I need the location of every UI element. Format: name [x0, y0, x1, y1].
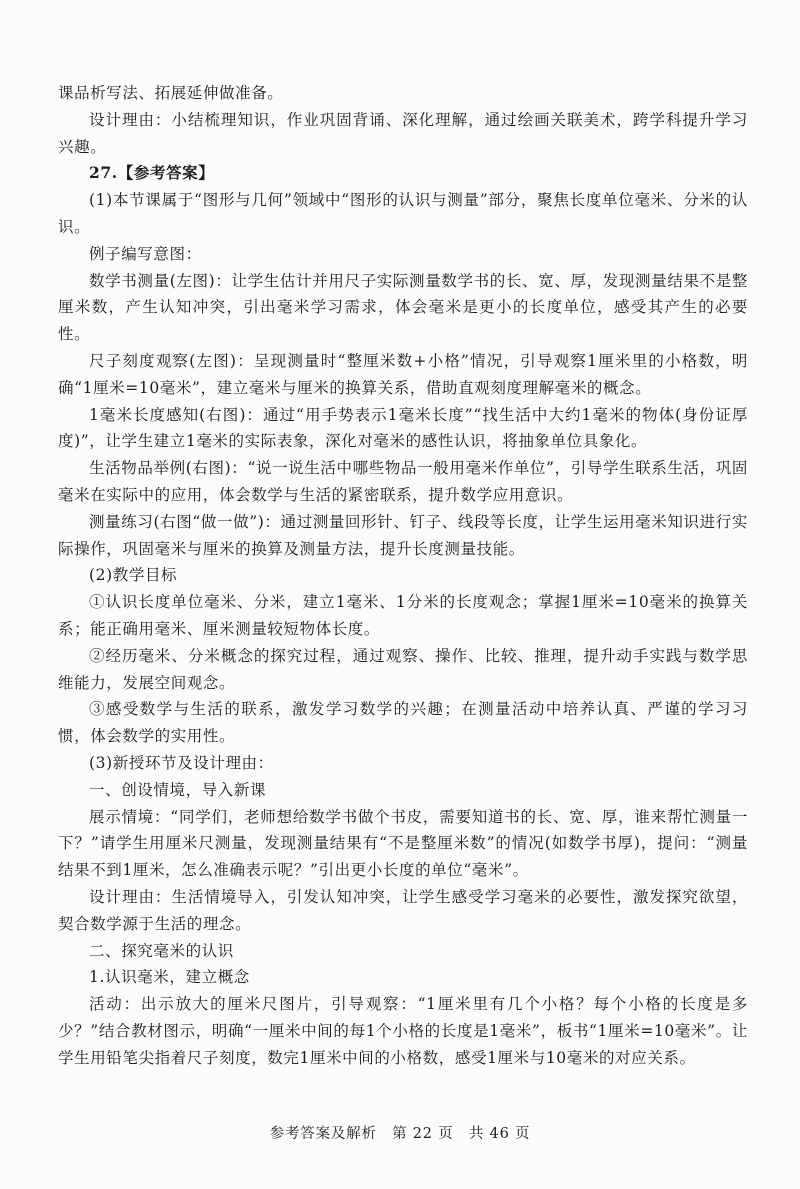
paragraph: 1.认识毫米，建立概念 [89, 968, 250, 987]
paragraph: (2)教学目标 [89, 566, 178, 585]
paragraph: (1)本节课属于“图形与几何”领域中“图形的认识与测量”部分，聚焦长度单位毫米、分米的认识。 [58, 191, 748, 236]
paragraph: 生活物品举例(右图)：“说一说生活中哪些物品一般用毫米作单位”，引导学生联系生活，巩固毫米在实际中的应用，体会数学与生活的紧密联系，提升数学应用意识。 [58, 459, 748, 504]
paragraph: 活动：出示放大的厘米尺图片，引导观察：“1厘米里有几个小格？每个小格的长度是多少？”结合教材图示，明确“一厘米中间的每1个小格的长度是1毫米”，板书“1厘米=10毫米”。让学生用铅笔尖指着尺子刻度，数完1厘米中间的小格数，感受1厘米与10毫米的对应关系。 [58, 995, 748, 1067]
paragraph: ②经历毫米、分米概念的探究过程，通过观察、操作、比较、推理，提升动手实践与数学思维能力，发展空间观念。 [58, 646, 748, 692]
document-body [58, 80, 748, 1071]
paragraph: 展示情境：“同学们，老师想给数学书做个书皮，需要知道书的长、宽、厚，谁来帮忙测量一下？”请学生用厘米尺测量，发现测量结果有“不是整厘米数”的情况(如数学书厚)，提问：“测量结果不到1厘米，怎么准确表示呢？”引出更小长度的单位“毫米”。 [58, 807, 748, 880]
paragraph: 二、探究毫米的认识 [89, 941, 234, 960]
paragraph: 尺子刻度观察(左图)：呈现测量时“整厘米数+小格”情况，引导观察1厘米里的小格数，明确“1厘米=10毫米”，建立毫米与厘米的换算关系，借助直观刻度理解毫米的概念。 [58, 351, 748, 397]
paragraph: 设计理由：小结梳理知识，作业巩固背诵、深化理解，通过绘画关联美术，跨学科提升学习兴趣。 [58, 110, 748, 156]
paragraph: 一、创设情境，导入新课 [89, 780, 267, 799]
paragraph: 例子编写意图： [89, 244, 202, 263]
paragraph: 课品析写法、拓展延伸做准备。 [58, 84, 284, 102]
paragraph: 设计理由：生活情境导入，引发认知冲突，让学生感受学习毫米的必要性，激发探究欲望，契合数学源于生活的理念。 [58, 887, 748, 933]
paragraph: ③感受数学与生活的联系，激发学习数学的兴趣；在测量活动中培养认真、严谨的学习习惯，体会数学的实用性。 [58, 700, 748, 746]
page-footer: 参考答案及解析 第 22 页 共 46 页 [269, 1126, 531, 1142]
paragraph: (3)新授环节及设计理由： [89, 753, 274, 772]
paragraph: 测量练习(右图“做一做”)：通过测量回形针、钉子、线段等长度，让学生运用毫米知识进行实际操作，巩固毫米与厘米的换算及测量方法，提升长度测量技能。 [58, 512, 748, 558]
paragraph: ①认识长度单位毫米、分米，建立1毫米、1分米的长度观念；掌握1厘米=10毫米的换算关系；能正确用毫米、厘米测量较短物体长度。 [58, 593, 748, 638]
paragraph: 数学书测量(左图)：让学生估计并用尺子实际测量数学书的长、宽、厚，发现测量结果不是整厘米数，产生认知冲突，引出毫米学习需求，体会毫米是更小的长度单位，感受其产生的必要性。 [58, 271, 748, 344]
section-heading: 27.【参考答案】 [89, 163, 215, 183]
paragraph: 1毫米长度感知(右图)：通过“用手势表示1毫米长度”“找生活中大约1毫米的物体(身份证厚度)”，让学生建立1毫米的实际表象，深化对毫米的感性认识，将抽象单位具象化。 [58, 405, 748, 451]
